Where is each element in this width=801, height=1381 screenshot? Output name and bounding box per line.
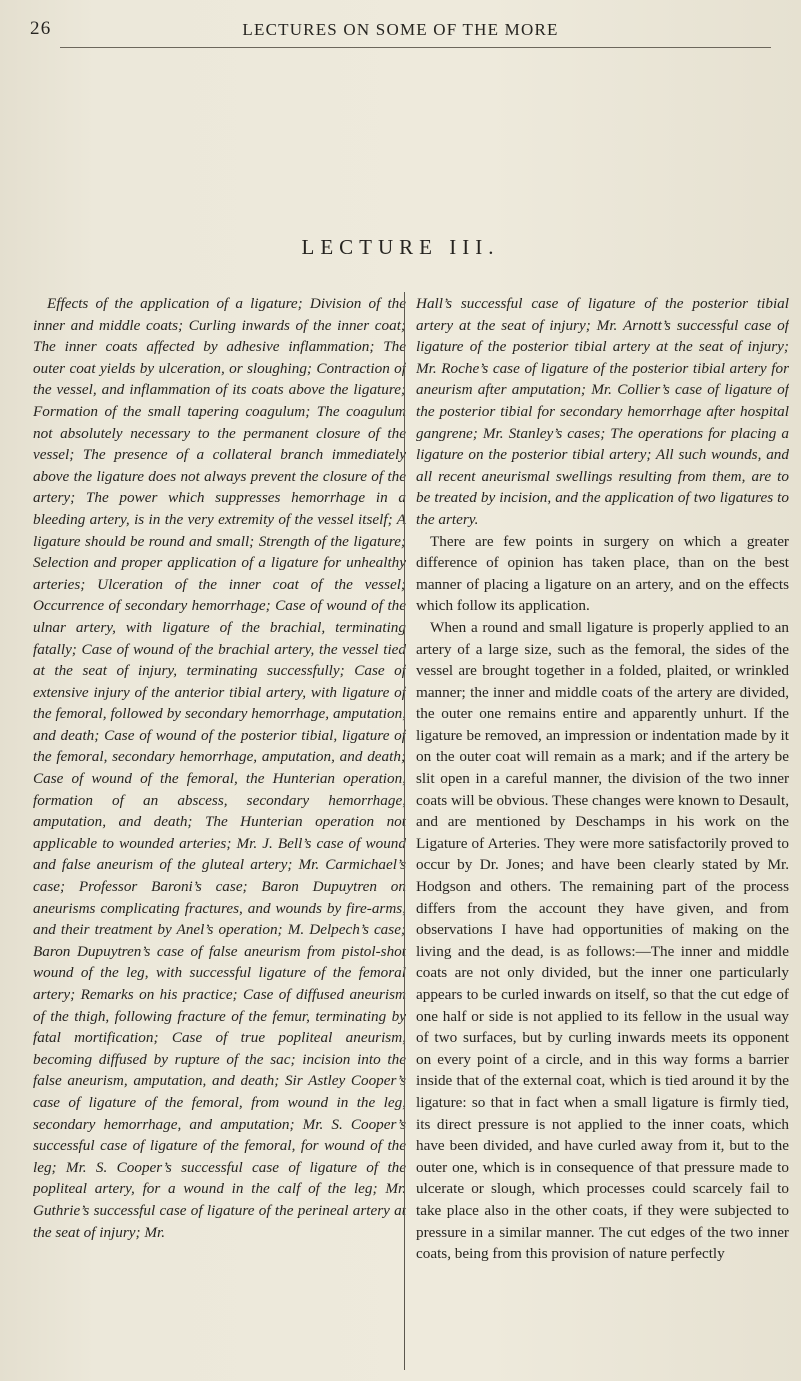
page-number: 26 [30,18,52,39]
left-column [33,293,406,1373]
body-paragraph-2: When a round and small ligature is properly applied to an artery of a large size, such as the femoral, the sides of the vessel are brought together in a folded, plaited, or wrinkled manner; the inner and middle coats of the artery are divided, the outer one remains entire and apparently unhurt. If the ligature be removed, an impression or indentation made by it on the outer coat will remain as a mark; and if the artery be slit open in a careful manner, the division of the two inner coats will be obvious. These changes were known to Desault, and are mentioned by Deschamps in his work on the Ligature of Arteries. They were more satisfactorily proved to occur by Dr. Jones; and have been clearly stated by Mr. Hodgson and others. The remaining part of the process differs from the account they have given, and from observations I have had opportunities of making on the living and the dead, is as follows:—The inner and middle coats are not only divided, but the inner one particularly appears to be curled inwards on itself, so that the cut edge of one half or side is not applied to its fellow in the usual way of two surfaces, but by curling inwards meets its opponent on every point of a circle, and in this way forms a barrier inside that of the external coat, which is tied around it by the ligature: so that in fact when a small ligature is firmly tied, its direct pressure is not applied to the inner coats, which have been divided, and have curled away from it, but to the outer one, which is in consequence of that pressure made to ulcerate or slough, which processes could scarcely fail to take place also in the other coats, if they were subjected to pressure in a similar manner. The cut edges of the two inner coats, being from this provision of nature perfectly [416,618,789,1263]
column-divider [404,292,405,1370]
right-column [416,293,789,1373]
running-title: LECTURES ON SOME OF THE MORE [242,20,559,39]
lecture-summary-part-1: Effects of the application of a ligature; Division of the inner and middle coats; Curling inwards of the inner coat; The inner coats affected by adhesive inflammation; The outer coat yields by ulceration, or sloughing; Contraction of the vessel, and inflammation of its coats above the ligature; Formation of the small tapering coagulum; The coagulum not absolutely necessary to the permanent closure of the vessel; The presence of a collateral branch immediately above the ligature does not always prevent the closure of the artery; The power which suppresses hemorrhage in a bleeding artery, is in the very extremity of the vessel itself; A ligature should be round and small; Strength of the ligature; Selection and proper application of a ligature for unhealthy arteries; Ulceration of the inner coat of the vessel; Occurrence of secondary hemorrhage; Case of wound of the ulnar artery, with ligature of the brachial, terminating fatally; Case of wound of the brachial artery, the vessel tied at the seat of injury, terminating successfully; Case of extensive injury of the anterior tibial artery, with ligature of the femoral, followed by secondary hemorrhage, amputation, and death; Case of wound of the posterior tibial, ligature of the femoral, secondary hemorrhage, amputation, and death; Case of wound of the femoral, the Hunterian operation, formation of an abscess, secondary hemorrhage, amputation, and death; The Hunterian operation not applicable to wounded arteries; Mr. J. Bell’s case of wound and false aneurism of the gluteal artery; Mr. Carmichael’s case; Professor Baroni’s case; Baron Dupuytren on aneurisms complicating fractures, and wounds by fire-arms, and their treatment by Anel’s operation; M. Delpech’s case; Baron Dupuytren’s case of false aneurism from pistol-shot wound of the leg, with successful ligature of the femoral artery; Remarks on his practice; Case of diffused aneurism of the thigh, following fracture of the femur, terminating by fatal mortification; Case of true popliteal aneurism, becoming diffused by rupture of the sac; incision into the false aneurism, amputation, and death; Sir Astley Cooper’s case of ligature of the femoral, from wound in the leg, secondary hemorrhage, and amputation; Mr. S. Cooper’s successful case of ligature of the femoral, for wound of the leg; Mr. S. Cooper’s successful case of ligature of the popliteal artery, for a wound in the calf of the leg; Mr. Guthrie’s successful case of ligature of the perineal artery at the seat of injury; Mr. [33,295,406,1241]
lecture-summary-part-2: Hall’s successful case of ligature of the posterior tibial artery at the seat of injury; Mr. Arnott’s successful case of ligature of the posterior tibial artery at the seat of injury; Mr. Roche’s case of ligature of the posterior tibial artery for aneurism after amputation; Mr. Collier’s case of ligature of the posterior tibial for secondary hemorrhage after hospital gangrene; Mr. Stanley’s cases; The operations for placing a ligature on the posterior tibial artery; All such wounds, and all recent aneurismal swellings resulting from them, are to be treated by incision, and the application of two ligatures to the artery. [416,295,789,528]
lecture-title: LECTURE III. [301,235,500,259]
body-paragraph-1: There are few points in surgery on which a greater difference of opinion has taken place, than on the best manner of placing a ligature on an artery, and on the effects which follow its application. [416,532,789,615]
header-rule [60,47,771,48]
running-head [24,18,777,44]
